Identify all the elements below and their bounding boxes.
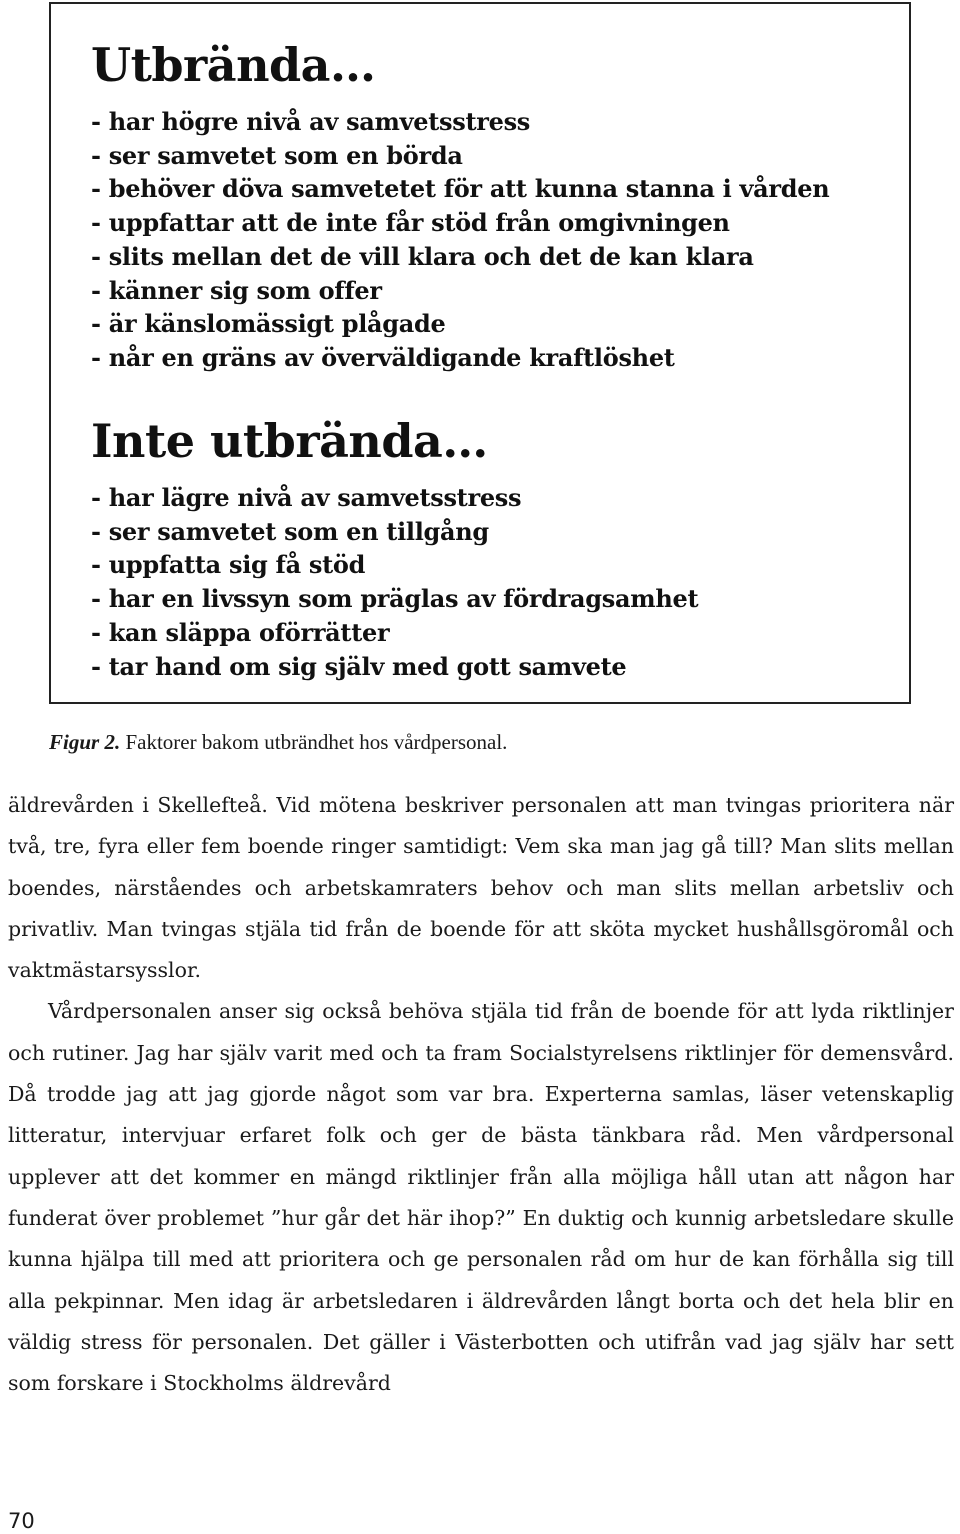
list-item: - når en gräns av överväldigande kraftlöshet	[91, 342, 675, 372]
body-paragraph: Vårdpersonalen anser sig också behöva stjäla tid från de boende för att lyda riktlinjer och rutiner. Jag har själv varit med och ta fram Socialstyrelsens riktlinjer för demensvård. Då trodde jag att jag gjorde något som var bra. Experterna samlas, läser vetenskaplig litteratur, intervjuar erfaret folk och ger de bästa tänkbara råd. Men vårdpersonal upplever att det kommer en mängd riktlinjer från alla möjliga håll utan att någon har funderat över problemet ”hur går det här ihop?” En duktig och kunnig arbetsledare skulle kunna hjälpa till med att prioritera och ge personalen råd om hur de kan förhålla sig till alla pekpinnar. Men idag är arbetsledaren i äldrevården långt borta och det hela blir en väldig stress för personalen. Det gäller i Västerbotten och utifrån vad jag själv har sett som forskare i Stockholms äldrevård	[8, 999, 954, 1396]
list-item: - har lägre nivå av samvetsstress	[91, 483, 522, 512]
body-text	[8, 785, 954, 1404]
list-item: - slits mellan det de vill klara och det de kan klara	[91, 241, 754, 271]
not-burned-out-list	[91, 481, 698, 683]
list-item: - ser samvetet som en tillgång	[91, 516, 489, 546]
caption-text: Faktorer bakom utbrändhet hos vårdpersonal.	[120, 730, 508, 754]
list-item: - ser samvetet som en börda	[91, 140, 463, 170]
body-paragraph: äldrevården i Skellefteå. Vid mötena beskriver personalen att man tvingas prioritera när två, tre, fyra eller fem boende ringer samtidigt: Vem ska man jag gå till? Man slits mellan boendes, närståendes och arbetskamraters behov och man slits mellan arbetsliv och privatliv. Man tvingas stjäla tid från de boende för att sköta mycket hushållsgöromål och vaktmästarsysslor.	[8, 793, 954, 983]
caption-label: Figur 2.	[49, 730, 121, 754]
figure-heading-not-burned-out: Inte utbrända…	[91, 414, 488, 468]
figure-heading-burned-out: Utbrända…	[91, 38, 376, 92]
figure-caption	[49, 729, 507, 755]
figure-box	[49, 2, 911, 704]
list-item: - är känslomässigt plågade	[91, 309, 446, 339]
burned-out-list	[91, 105, 829, 375]
list-item: - har högre nivå av samvetsstress	[91, 107, 530, 136]
list-item: - känner sig som offer	[91, 275, 382, 305]
list-item: - uppfatta sig få stöd	[91, 550, 366, 580]
list-item: - tar hand om sig själv med gott samvete	[91, 651, 627, 681]
list-item: - har en livssyn som präglas av fördragsamhet	[91, 584, 699, 614]
page-number: 70	[8, 1509, 35, 1533]
list-item: - behöver döva samvetetet för att kunna stanna i vården	[91, 174, 830, 204]
list-item: - uppfattar att de inte får stöd från omgivningen	[91, 208, 730, 238]
list-item: - kan släppa oförrätter	[91, 617, 390, 647]
